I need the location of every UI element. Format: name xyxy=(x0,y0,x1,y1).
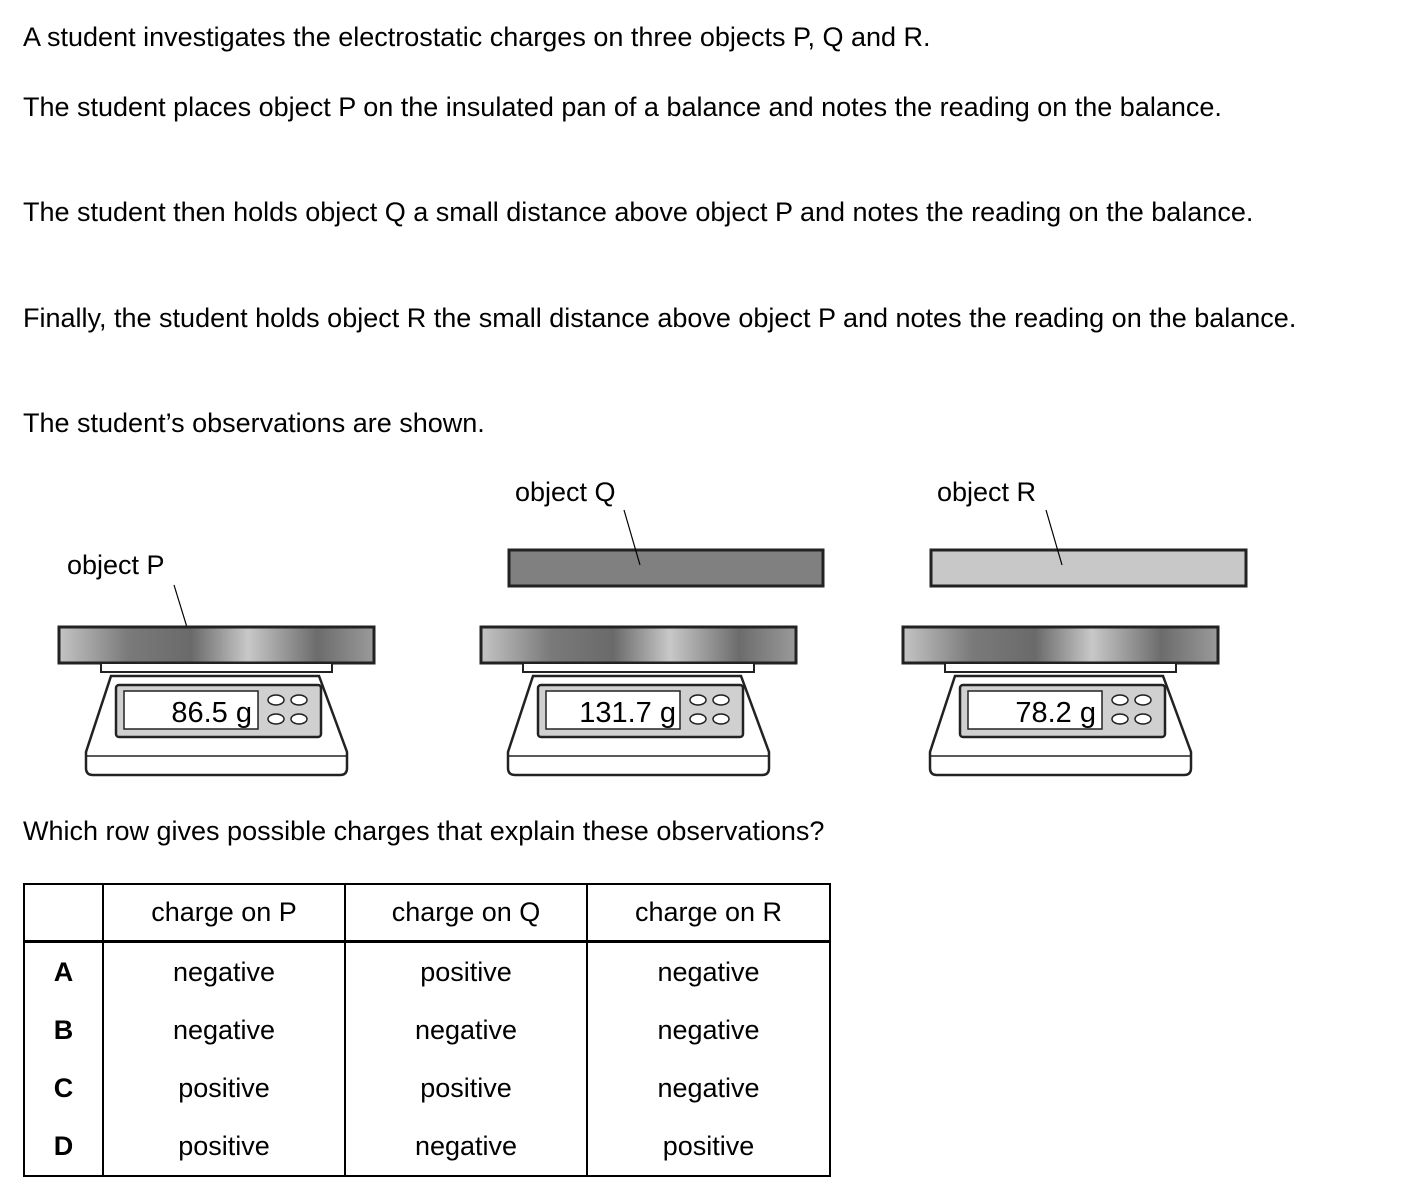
charge-q-cell: positive xyxy=(345,1059,587,1117)
control-button xyxy=(1135,695,1151,705)
table-row[interactable] xyxy=(24,1059,830,1117)
charge-p-cell: positive xyxy=(103,1059,345,1117)
header-charge-p: charge on P xyxy=(103,884,345,942)
pan-support xyxy=(101,663,332,672)
control-button xyxy=(713,695,729,705)
charge-r-cell: positive xyxy=(587,1117,830,1176)
object-q-bar xyxy=(509,550,823,586)
observations-text: The student’s observations are shown. xyxy=(23,408,485,438)
charge-r-cell: negative xyxy=(587,942,830,1002)
question-prompt: Which row gives possible charges that explain these observations? xyxy=(23,816,825,846)
charge-p-cell: negative xyxy=(103,1001,345,1059)
control-button xyxy=(268,695,284,705)
table-header-row xyxy=(24,884,830,942)
balance-pan xyxy=(903,627,1218,663)
row-letter: A xyxy=(24,942,103,1002)
charge-q-cell: negative xyxy=(345,1117,587,1176)
object-r-label: object R xyxy=(937,477,1037,507)
balance-figure xyxy=(0,460,1419,790)
header-blank xyxy=(24,884,103,942)
control-button xyxy=(713,714,729,724)
control-button xyxy=(1112,695,1128,705)
object-p-label: object P xyxy=(67,550,165,580)
object-r-bar xyxy=(931,550,1246,586)
reading-p: 86.5 g xyxy=(171,697,252,729)
step1-text: The student places object P on the insulated pan of a balance and notes the reading on the balance. xyxy=(23,92,1222,122)
table-row[interactable] xyxy=(24,942,830,1002)
balance-pan xyxy=(481,627,796,663)
reading-q: 131.7 g xyxy=(579,697,676,729)
control-button xyxy=(268,714,284,724)
pan-support xyxy=(945,663,1176,672)
intro-text: A student investigates the electrostatic charges on three objects P, Q and R. xyxy=(23,22,931,52)
balance-pan xyxy=(59,627,374,663)
control-button xyxy=(291,695,307,705)
charge-r-cell: negative xyxy=(587,1001,830,1059)
charge-q-cell: positive xyxy=(345,942,587,1002)
control-button xyxy=(291,714,307,724)
balance-3 xyxy=(903,627,1218,775)
charge-p-cell: positive xyxy=(103,1117,345,1176)
pan-support xyxy=(523,663,754,672)
control-button xyxy=(690,695,706,705)
header-charge-r: charge on R xyxy=(587,884,830,942)
step3-text: Finally, the student holds object R the small distance above object P and notes the reading on the balance. xyxy=(23,303,1297,333)
row-letter: B xyxy=(24,1001,103,1059)
balance-2 xyxy=(481,627,796,775)
charge-p-cell: negative xyxy=(103,942,345,1002)
row-letter: D xyxy=(24,1117,103,1176)
reading-r: 78.2 g xyxy=(1015,697,1096,729)
answer-table xyxy=(23,883,831,1177)
row-letter: C xyxy=(24,1059,103,1117)
step2-text: The student then holds object Q a small distance above object P and notes the reading on the balance. xyxy=(23,197,1254,227)
table-row[interactable] xyxy=(24,1117,830,1176)
object-q-label: object Q xyxy=(515,477,616,507)
control-button xyxy=(690,714,706,724)
control-button xyxy=(1112,714,1128,724)
charge-q-cell: negative xyxy=(345,1001,587,1059)
balance-1 xyxy=(59,627,374,775)
table-row[interactable] xyxy=(24,1001,830,1059)
control-button xyxy=(1135,714,1151,724)
charge-r-cell: negative xyxy=(587,1059,830,1117)
header-charge-q: charge on Q xyxy=(345,884,587,942)
